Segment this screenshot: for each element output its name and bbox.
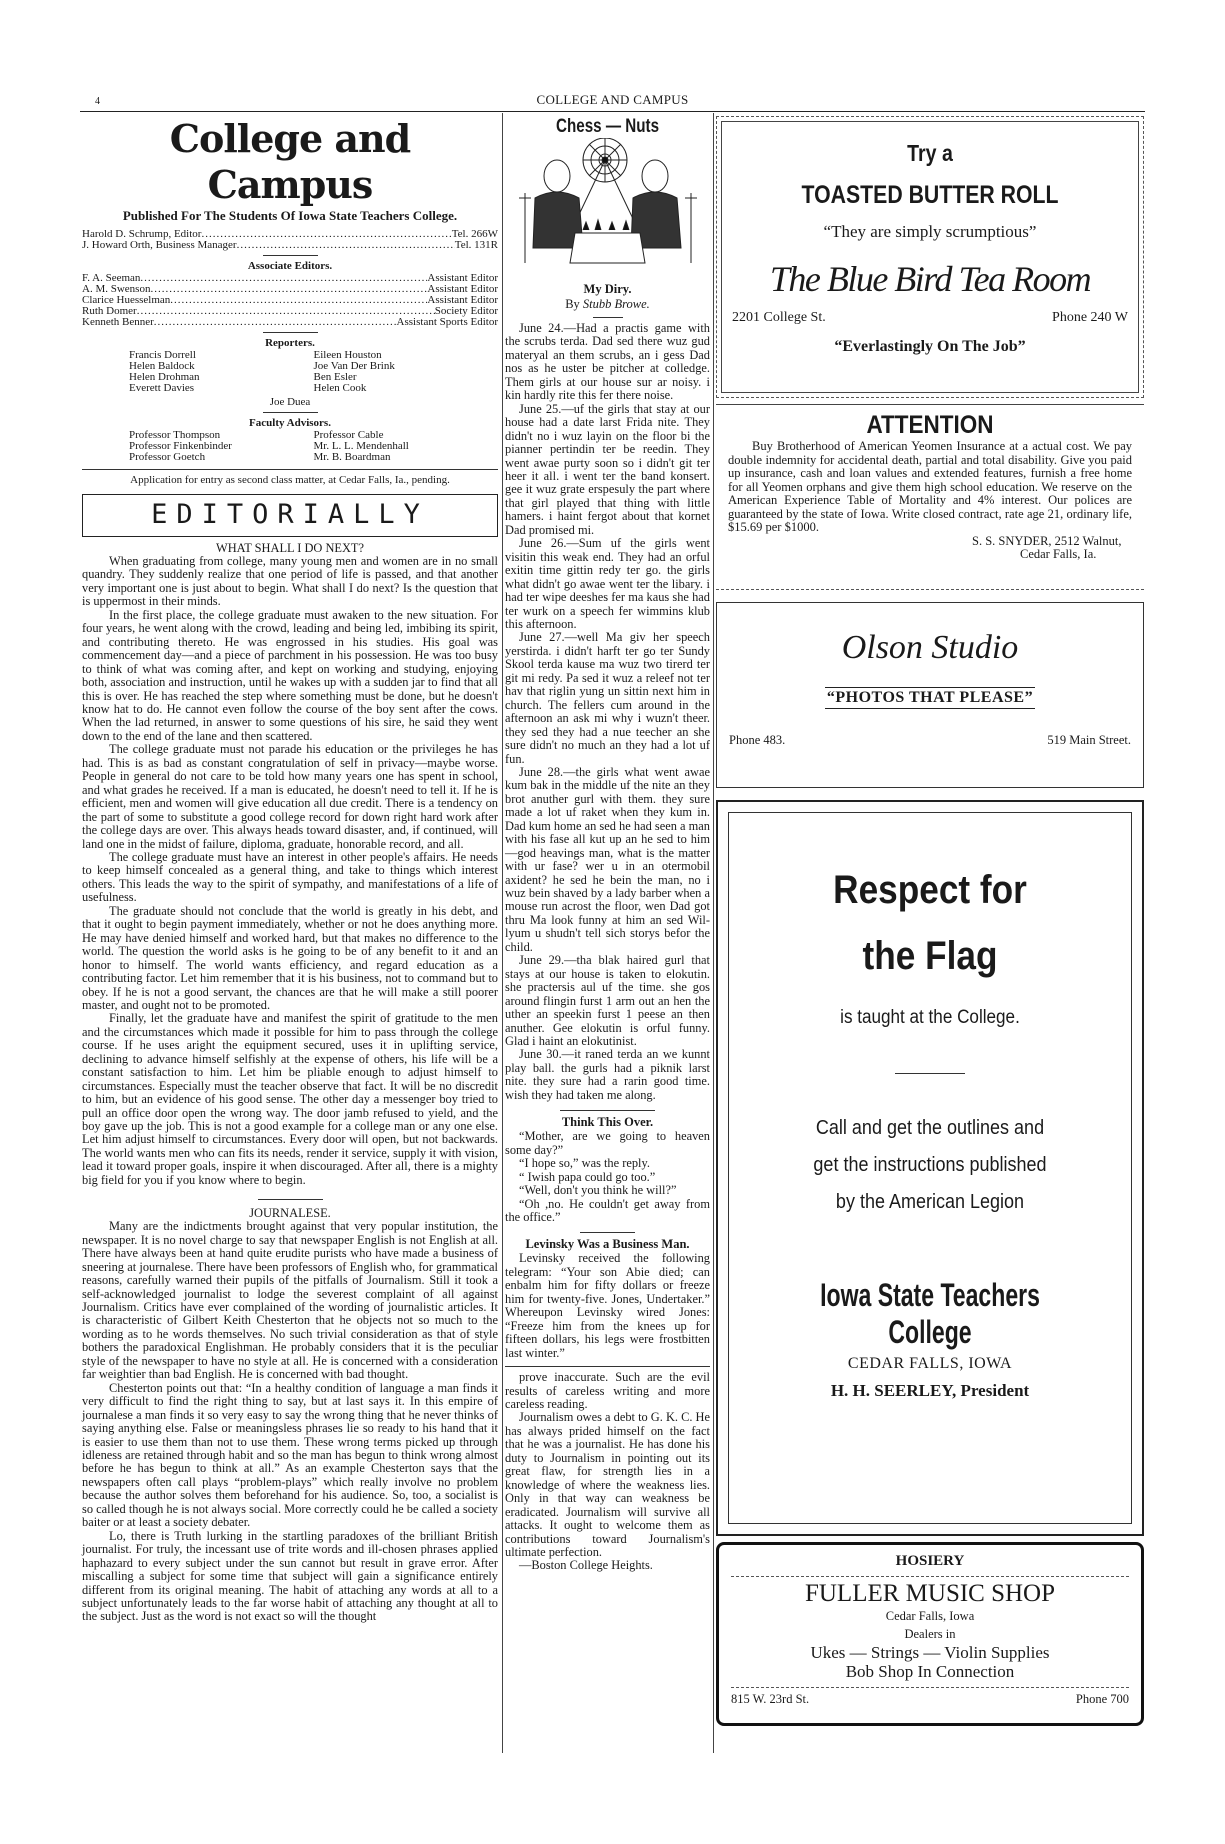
ad-line: by the American Legion <box>835 1191 1025 1213</box>
think-title: Think This Over. <box>561 1115 654 1130</box>
ad-line: Respect for <box>833 868 1027 912</box>
reporter-center: Joe Duea <box>269 396 311 408</box>
diary-entry: June 29.—tha blak haired gurl that stays at our house is taken to elokutin. she practersis aul uf the time. she gos around flingin furst 1 arm out an hen the uther an speekin furst 1 peese an then anuther. Gee elokutin is orful funny. Glad i haint an elokutinist. <box>505 953 710 1049</box>
dialogue-line: “ Iwish papa could go too.” <box>519 1169 656 1184</box>
column-rule <box>713 113 714 1753</box>
staff-name: Ruth Domer <box>82 305 137 317</box>
dot-leader <box>170 295 427 306</box>
staff-row <box>82 317 498 328</box>
person-name: Professor Goetch <box>129 451 206 463</box>
ad-signature-city: Cedar Falls, Ia. <box>1020 547 1097 561</box>
chess-players-illustration <box>505 138 710 268</box>
diary-entry: June 27.—well Ma giv her speech yerstirda. i didn't harft ter go ter Sundy Skool terda kause ma wuz two tirerd ter git mi redy. Pa sed it wuz a releef not ter hav that riglin yung un sittin next him in church. The fellers cum around in the afternoon an ask mi why i wuzn't theer. they sed they had a nue teecher an she sure didn't no much an they had a lot uf fun. <box>505 630 710 766</box>
divider <box>593 317 623 318</box>
paragraph: Chesterton points out that: “In a healthy condition of language a man finds it very difficult to find the right thing to say, but at last says it. In this empire of journalese a man finds it so very easy to say the wrong thing that he never thinks of saying anything else. False or meaningsless phrases lie so ready to his hand that it is easier to use them than not to use them. These wrong terms picked up through idleness are retained through habit and so the man has begun to think wrong almost before he has begun to think at all.” As an example Chesterton says that the newspapers often call plays “problem-plays” which really involve no problem because the author solves them beforehand for his audience. So, too, a socialist is so called though he is not always social. More correctly could he be called a society baiter or at least a society debater. <box>82 1380 498 1530</box>
ad-line: is taught at the College. <box>840 1007 1020 1028</box>
dot-leader <box>140 273 427 284</box>
person-name: Helen Baldock <box>129 360 195 372</box>
dot-leader <box>154 317 397 328</box>
ad-bob-shop: Bob Shop In Connection <box>845 1662 1015 1681</box>
staff-role: Tel. 266W <box>451 228 498 240</box>
ad-body: Buy Brotherhood of American Yeomen Insurance at a actual cost. We pay double indemnity for accidental death, partial and total disability. Give you paid up insurance, cash and loan values and extended features, furnish a free home for all Yeomen orphans and give them high school education. We reserve on the American Experience Table of Mortality and 4% interest. Our polices are guaranteed by the state of Iowa. Write closed contract, rate age 21, ordinary life, $15.69 per $1000. <box>728 439 1132 534</box>
paragraph: —Boston College Heights. <box>519 1558 653 1573</box>
application-note: Application for entry as second class matter, at Cedar Falls, Ia., pending. <box>130 474 450 486</box>
middle-column <box>505 116 710 1573</box>
divider <box>82 469 498 470</box>
ad-name: The Blue Bird Tea Room <box>769 259 1091 299</box>
ad-phone: Phone 240 W <box>1052 310 1128 325</box>
fuller-music-ad <box>716 1542 1144 1726</box>
staff-role: Tel. 131R <box>454 239 498 251</box>
dialogue-line: “Mother, are we going to heaven some day?” <box>505 1129 710 1157</box>
dot-leader <box>201 229 451 240</box>
paragraph: prove inaccurate. Such are the evil results of careless writing and more careless reading. <box>505 1370 710 1411</box>
article-body <box>82 1220 498 1624</box>
diary-title: My Diry. <box>583 282 632 296</box>
person-name: Helen Cook <box>313 382 367 394</box>
bluebird-ad <box>716 116 1144 398</box>
masthead-subtitle: Published For The Students Of Iowa State Teachers College. <box>122 208 458 223</box>
think-body <box>505 1130 710 1224</box>
paragraph: The college graduate must not parade his education or the privileges he has had. This is as bad as constant congratulation of self in privacy—maybe worse. People in general do not care to be told how many years one has spent in school, and what grades he received. If a man is educated, he doesn't need to tell it. If he is efficient, men and women will give education all due credit. There is a tendency on the part of some to substitute a good college record for down right hard work after the college days are over. This always heads toward disaster, and, if continued, will land one in the midst of failure, diploma, graduate, honorable record, and all. <box>82 742 498 851</box>
byline-prefix: By <box>565 297 580 311</box>
ad-college: Iowa State Teachers College <box>820 1277 1040 1350</box>
dot-leader <box>237 240 455 251</box>
ad-slogan: “PHOTOS THAT PLEASE” <box>825 687 1035 709</box>
paragraph: When graduating from college, many young men and women are in no small quandry. They suddenly realize that one period of life is passed, and that another very important one is just about to begin. What shall I do next? Is the question that is uppermost in their minds. <box>82 554 498 609</box>
levinsky-title: Levinsky Was a Business Man. <box>525 1237 690 1252</box>
paragraph: The graduate should not conclude that the world is greatly in his debt, and that it ought to begin payment immediately, whether or not he does anything more. He may have denied himself and worked hard, but that makes no difference to the world. The question the world asks is he going to be of any benefit to it and an honor to himself. The world wants efficiency, and regard education as a contributing factor. Let him remember that it is his business, not to command but to obey. If he is not a good servant, the chances are that he will make a still poorer master, and ought not to be promoted. <box>82 903 498 1012</box>
staff-name: Clarice Huesselman <box>82 294 171 306</box>
diary-body <box>505 322 710 1102</box>
byline-author: Stubb Browe. <box>582 297 650 311</box>
page-mark: 4 <box>95 96 100 107</box>
person-name: Ben Esler <box>313 371 357 383</box>
levinsky-text: Levinsky received the following telegram: “Your son Abie died; can enbalm him for fifty dollars or freeze him for twenty-five. Jones, Undertaker.” Whereupon Levinsky wired Jones: “Freeze him from the knees up for fifteen dollars, his legs were frostbitten last winter.” <box>505 1251 710 1360</box>
paragraph: Lo, there is Truth lurking in the startling paradoxes of the brilliant British journalist. For truly, the incessant use of trite words and ill-chosen phrases applied haphazard to every subject under the sun cannot but result in grave error. After miscalling a subject for some time that subject will gain a significance entirely different from its original meaning. The habit of attaching any words at all to a subject unfortunately leads to the far worse habit of attaching any thought at all to the subject. Just as the word is not exact so will the thought <box>82 1528 498 1624</box>
ad-address: 2201 College St. <box>732 310 826 325</box>
staff-name: J. Howard Orth, Business Manager <box>82 239 237 251</box>
diary-byline <box>505 297 710 312</box>
ad-dealers: Dealers in <box>904 1627 956 1641</box>
diary-entry: June 25.—uf the girls that stay at our house had a date larst Frida nite. They didn't no i wuz layin on the floor bi the pianner pertindin ter be reedin. They went awae purty soon so i didn't git ter heer it all. i went ter the band konsert. gee it wuz grate erspesuly the part where that girl played that thing with little hamers. i haint fergot about that kornet Dad promised mi. <box>505 401 710 537</box>
divider <box>263 255 318 256</box>
ad-quote: “They are simply scrumptious” <box>823 222 1037 241</box>
staff-list <box>82 229 498 251</box>
staff-name: Harold D. Schrump, Editor <box>82 228 202 240</box>
left-column <box>82 116 498 1624</box>
ad-address: 815 W. 23rd St. <box>731 1692 810 1706</box>
ad-top: HOSIERY <box>895 1553 965 1569</box>
staff-role: Assistant Editor <box>427 294 498 306</box>
ad-line: the Flag <box>862 934 998 978</box>
person-name: Francis Dorrell <box>129 349 196 361</box>
olson-studio-ad <box>716 602 1144 788</box>
divider <box>731 1576 1129 1577</box>
ad-name: Olson Studio <box>841 629 1019 666</box>
ad-signature: S. S. SNYDER, 2512 Walnut, <box>972 533 1122 548</box>
ad-product: TOASTED BUTTER ROLL <box>801 181 1059 209</box>
divider <box>895 1073 965 1074</box>
person-name: Professor Finkenbinder <box>129 440 232 452</box>
reporters-heading: Reporters. <box>265 337 315 349</box>
person-name: Helen Drohman <box>129 371 200 383</box>
paragraph: Journalism owes a debt to G. K. C. He has always prided himself on the fact that he was a journalist. He has done his duty to Journalism in pointing out its great flaw, for strength lies in a knowledge of where the weakness lies. Only in that way can weakness be eradicated. Journalism will survive all attacks. It ought to welcome them as contributions toward Journalism's ultimate perfection. <box>505 1410 710 1559</box>
journalese-continuation <box>505 1371 710 1573</box>
ad-line: get the instructions published <box>813 1154 1047 1176</box>
divider <box>263 412 318 413</box>
ad-slogan: “Everlastingly On The Job” <box>834 338 1026 355</box>
diary-entry: June 24.—Had a practis game with the scrubs terda. Dad sed there wuz gud materyal an them scrubs, an i gess Dad nos as he uster be pitcher at colledge. Them girls at our house sur ar noisy. i kin hardly rite this fer there noise. <box>505 321 710 403</box>
person-name: Everett Davies <box>129 382 195 394</box>
diary-entry: June 30.—it raned terda an we kunnt play ball. the gurls had a piknik larst nite. they sure had a rarin good time. wish they had taken me along. <box>505 1047 710 1102</box>
ad-city: CEDAR FALLS, IOWA <box>847 1355 1013 1372</box>
staff-name: F. A. Seeman <box>82 272 141 284</box>
ad-city: Cedar Falls, Iowa <box>885 1609 975 1623</box>
cartoon-title: Chess — Nuts <box>555 116 660 137</box>
flag-ad <box>716 800 1144 1536</box>
chess-cartoon <box>505 116 710 274</box>
article-body <box>82 555 498 1187</box>
spider-web-icon <box>575 138 635 223</box>
staff-name: Kenneth Benner <box>82 316 154 328</box>
faculty-heading: Faculty Advisors. <box>249 417 331 429</box>
paragraph: Finally, let the graduate have and manifest the spirit of gratitude to the men and the circumstances which made it possible for him to pass through the college course. If he uses aright the equipment secured, uses it in uplifting service, declining to advance himself selfishly at the expense of others, his life will be a constant satisfaction to him. Let him be pliable enough to adjust himself to circumstances. Especially must the teacher observe that fact. It will be no discredit to him, but an evidence of his good sense. The other day a messenger boy tried to pull an office door open the wrong way. The door jamb refused to yield, and the boy gave up the job. This is not a good example for a college man or any one else. Let him adjust himself to circumstances. Every door will open, but not backwards. The world wants men who can fits its needs, render it service, supply it with vision, lead it toward proper goals, inspire it when discouraged. After all, there is a mighty big field for you if you know where to begin. <box>82 1011 498 1187</box>
divider <box>258 1199 323 1200</box>
ad-phone: Phone 700 <box>1075 1692 1129 1706</box>
staff-role: Society Editor <box>434 305 498 317</box>
divider <box>560 1110 655 1111</box>
ad-address: 519 Main Street. <box>1047 733 1131 747</box>
top-rule <box>80 111 1145 112</box>
person-name: Professor Cable <box>313 429 384 441</box>
masthead-title: College and Campus <box>169 116 411 207</box>
paragraph: The college graduate must have an interest in other people's affairs. He needs to keep himself concealed as a general thing, and take to things which interest others. This leads the way to the spirit of sympathy, and manifestations of a life of usefulness. <box>82 849 498 905</box>
ad-try: Try a <box>907 140 953 166</box>
ad-line: Call and get the outlines and <box>815 1117 1045 1139</box>
dialogue-line: “Well, don't you think he will?” <box>519 1183 677 1198</box>
divider <box>263 332 318 333</box>
staff-role: Assistant Editor <box>427 283 498 295</box>
article-title: WHAT SHALL I DO NEXT? <box>216 541 364 555</box>
divider <box>731 1687 1129 1688</box>
diary-entry: June 28.—the girls what went awae kum bak in the middle uf the nite an they brot anuther gurl with them. they sure made a lot uf raket when they kum in. Dad kum home an sed he had seen a man with his fase all kut up an he sed to him—god heavings man, what is the matter with ur fase? wer u in an otermobil axident? he sed he bein the man, no i wuz bein shaved by a lady barber when a mouse run acrost the floor, wen Dad got thru Ma look funny at him an sed Willyum u shudn't tell sich storys befor the child. <box>505 764 710 954</box>
reporters-grid <box>82 350 498 394</box>
ad-phone: Phone 483. <box>729 733 786 747</box>
person-name: Joe Van Der Brink <box>313 360 395 372</box>
divider <box>505 1366 710 1367</box>
diary-entry: June 26.—Sum uf the girls went visitin this weak end. They had an orful exitin time gittin redy ter go. the girls what didn't go awae went ter the libary. i had ter wipe deeshes fer ma kaus she had ter wurk on a speech fer wimmins klub this afternoon. <box>505 536 710 631</box>
person-name: Mr. B. Boardman <box>313 451 391 463</box>
faculty-grid <box>82 430 498 463</box>
dot-leader <box>137 306 435 317</box>
dot-leader <box>150 284 427 295</box>
ad-items: Ukes — Strings — Violin Supplies <box>810 1643 1050 1662</box>
person-name: Mr. L. L. Mendenhall <box>313 440 409 452</box>
attention-ad <box>716 404 1144 590</box>
ad-title: ATTENTION <box>866 411 994 439</box>
right-column <box>716 116 1144 1726</box>
person-name: Professor Thompson <box>129 429 221 441</box>
associate-list <box>82 273 498 328</box>
staff-row <box>82 240 498 251</box>
running-head: COLLEGE AND CAMPUS <box>536 92 689 107</box>
associate-heading: Associate Editors. <box>247 260 333 272</box>
ad-president: H. H. SEERLEY, President <box>830 1381 1030 1400</box>
column-rule <box>502 113 503 1753</box>
paragraph: Many are the indictments brought against that very popular institution, the newspaper. It is no novel charge to say that newspaper English is not English at all. There have always been at hand quite erudite purists who have made a business of sneering at journalese. There have been professors of English who, for grammatical reasons, carefully warned their pupils of the pitfalls of Journalism. Still it took a self-acknowledged journalist to lodge the severest complaint of all against Journalism. Critics have ever complained of the wording of journalistic articles. It is characteristic of Gilbert Keith Chesterton that he objects not so much to the wording as to he words themselves. No such trivial consideration as that of style bothers the paradoxical Englishman. He probably considers that it is the peculiar style of the newspaper to have no style at all. He is concerned with a consideration far weightier than bad English. He is concerned with bad thought. <box>82 1219 498 1382</box>
dialogue-line: “Oh ,no. He couldn't get away from the office.” <box>505 1196 710 1224</box>
staff-role: Assistant Editor <box>427 272 498 284</box>
dialogue-line: “I hope so,” was the reply. <box>519 1156 650 1171</box>
person-name: Eileen Houston <box>313 349 382 361</box>
article-title: JOURNALESE. <box>249 1206 331 1221</box>
staff-role: Assistant Sports Editor <box>396 316 498 328</box>
ad-name: FULLER MUSIC SHOP <box>804 1580 1056 1607</box>
staff-name: A. M. Swenson <box>82 283 151 295</box>
editorially-banner: EDITORIALLY <box>82 494 498 537</box>
paragraph: In the first place, the college graduate must awaken to the new situation. For four years, he went along with the crowd, leading and being led, imbibing its spirit, and contributing thereto. He was engrossed in his studies. His goal was commencement day—and a piece of parchment in his possession. He was too busy to think of what was coming after, and kept on working and studying, enjoying both, association and instruction, until he wakes up with a sudden jar to find that all this is over. He has reached the step where something must be done, but he doesn't know hat to do. He cannot even follow the course of the boy sent after the cows. When the lad returned, in answer to some questions of his sire, he said they went down to the end of the lane and then scattered. <box>82 607 498 743</box>
divider <box>580 1232 635 1233</box>
